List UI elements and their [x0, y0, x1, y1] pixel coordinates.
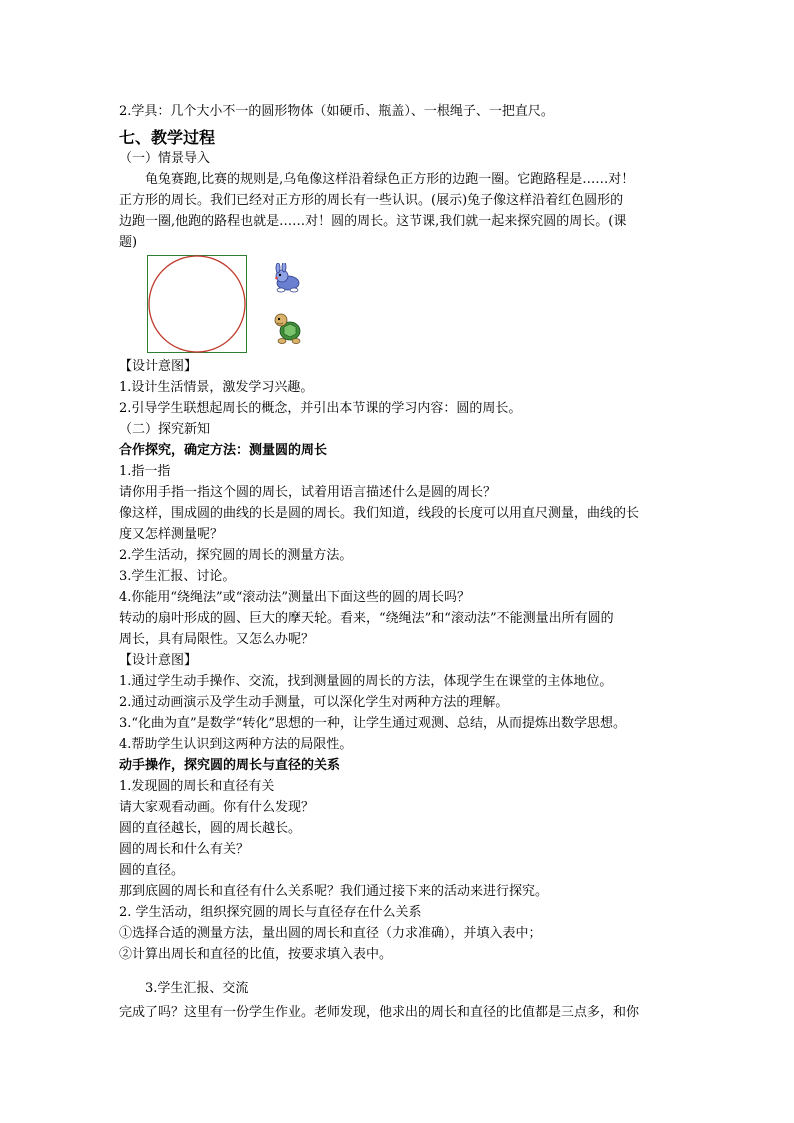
list-item: ①选择合适的测量方法，量出圆的周长和直径（力求准确），并填入表中； — [119, 926, 542, 941]
list-item: 1.发现圆的周长和直径有关 — [119, 779, 275, 794]
subheading-scene-intro: （一）情景导入 — [119, 151, 211, 166]
list-item: 4.你能用“绕绳法”或“滚动法”测量出下面这些的圆的周长吗？ — [119, 590, 470, 605]
paragraph-line: 转动的扇叶形成的圆、巨大的摩天轮。看来，“绕绳法”和“滚动法”不能测量出所有圆的 — [119, 611, 614, 626]
bold-heading-hands-on: 动手操作，探究圆的周长与直径的关系 — [119, 758, 341, 773]
text-line-materials: 2.学具：几个大小不一的圆形物体（如硬币、瓶盖）、一根绳子、一把直尺。 — [119, 104, 554, 119]
paragraph-line: 请大家观看动画。你有什么发现？ — [119, 800, 315, 815]
design-intent-heading: 【设计意图】 — [119, 653, 198, 668]
paragraph-line: 那到底圆的周长和直径有什么关系呢？我们通过接下来的活动来进行探究。 — [119, 884, 549, 899]
paragraph-line: 度又怎样测量呢？ — [119, 527, 224, 542]
paragraph-line: 龟兔赛跑,比赛的规则是,乌龟像这样沿着绿色正方形的边跑一圈。它跑路程是……对！ — [119, 172, 635, 187]
rabbit-icon — [272, 263, 304, 293]
paragraph-line: 完成了吗？这里有一份学生作业。老师发现，他求出的周长和直径的比值都是三点多，和你 — [119, 1005, 640, 1020]
list-item: ②计算出周长和直径的比值，按要求填入表中。 — [119, 947, 393, 962]
list-item: 4.帮助学生认识到这两种方法的局限性。 — [119, 737, 353, 752]
list-item: 1.设计生活情景，激发学习兴趣。 — [119, 380, 314, 395]
list-item: 2. 学生活动，组织探究圆的周长与直径存在什么关系 — [119, 905, 422, 920]
list-item: 3.学生汇报、讨论。 — [119, 569, 236, 584]
race-figure — [147, 255, 327, 355]
bold-heading-cooperative-explore: 合作探究，确定方法：测量圆的周长 — [119, 443, 328, 458]
subheading-explore-new: （二）探究新知 — [119, 422, 211, 437]
list-item: 2.引导学生联想起周长的概念，并引出本节课的学习内容：圆的周长。 — [119, 401, 522, 416]
design-intent-heading: 【设计意图】 — [119, 359, 198, 374]
list-item: 1.通过学生动手操作、交流，找到测量圆的周长的方法，体现学生在课堂的主体地位。 — [119, 674, 613, 689]
turtle-icon — [272, 311, 304, 345]
red-circle — [149, 256, 245, 352]
list-item: 2.学生活动，探究圆的周长的测量方法。 — [119, 548, 353, 563]
section-heading-teaching-process: 七、教学过程 — [119, 128, 216, 147]
paragraph-line: 圆的直径越长，圆的周长越长。 — [119, 821, 302, 836]
paragraph-line: 正方形的周长。我们已经对正方形的周长有一些认识。(展示)兔子像这样沿着红色圆形的 — [119, 193, 624, 208]
list-item: 3.学生汇报、交流 — [119, 981, 249, 996]
paragraph-line: 周长，具有局限性。又怎么办呢？ — [119, 632, 315, 647]
square-with-circle — [147, 255, 247, 353]
paragraph-line: 像这样，围成圆的曲线的长是圆的周长。我们知道，线段的长度可以用直尺测量，曲线的长 — [119, 506, 640, 521]
paragraph-line: 请你用手指一指这个圆的周长，试着用语言描述什么是圆的周长？ — [119, 485, 497, 500]
paragraph-line: 圆的直径。 — [119, 863, 185, 878]
list-item: 1.指一指 — [119, 464, 171, 479]
list-item: 2.通过动画演示及学生动手测量，可以深化学生对两种方法的理解。 — [119, 695, 509, 710]
paragraph-line: 题) — [119, 235, 138, 250]
list-item: 3.“化曲为直”是数学“转化”思想的一种，让学生通过观测、总结，从而提炼出数学思想。 — [119, 716, 626, 731]
paragraph-line: 圆的周长和什么有关？ — [119, 842, 250, 857]
paragraph-line: 边跑一圈,他跑的路程也就是……对！圆的周长。这节课,我们就一起来探究圆的周长。(课 — [119, 214, 627, 229]
